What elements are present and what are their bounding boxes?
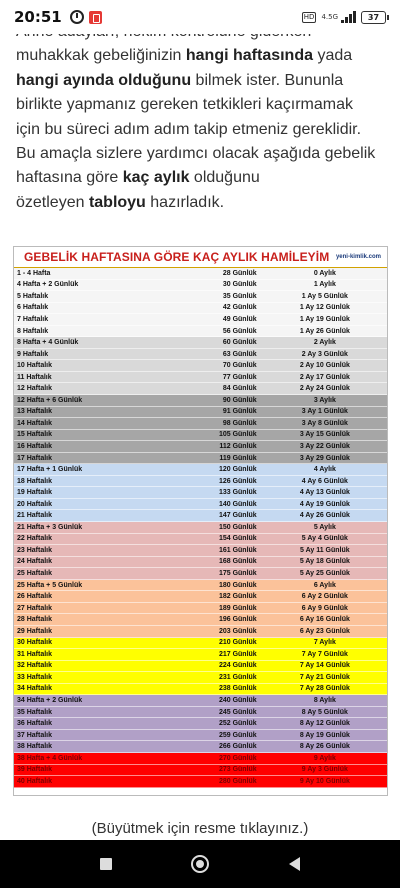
table-row <box>14 395 387 407</box>
months-cell: 6 Ay 2 Günlük <box>301 593 348 601</box>
article-line: hazırladık. <box>145 193 225 211</box>
week-cell: 35 Haftalık <box>17 708 53 716</box>
week-cell: 15 Haftalık <box>17 431 53 439</box>
week-cell: 12 Haftalık <box>17 385 53 393</box>
table-row <box>14 568 387 580</box>
table-row <box>14 291 387 303</box>
table-row <box>14 337 387 349</box>
navigation-bar <box>0 840 400 888</box>
pregnancy-table-image[interactable] <box>13 246 388 796</box>
days-cell: 252 Günlük <box>218 720 257 728</box>
status-time: 20:51 <box>14 8 62 26</box>
days-cell: 91 Günlük <box>222 408 257 416</box>
network-label: 4.5G <box>321 13 338 21</box>
table-row <box>14 453 387 465</box>
table-row <box>14 776 387 788</box>
months-cell: 2 Ay 24 Günlük <box>299 385 350 393</box>
table-row <box>14 591 387 603</box>
week-cell: 29 Haftalık <box>17 627 53 635</box>
months-cell: 4 Aylık <box>313 466 336 474</box>
table-row <box>14 718 387 730</box>
week-cell: 17 Haftalık <box>17 454 53 462</box>
week-cell: 36 Haftalık <box>17 720 53 728</box>
days-cell: 70 Günlük <box>222 362 257 370</box>
table-title: GEBELİK HAFTASINA GÖRE KAÇ AYLIK HAMİLEYİM <box>24 250 330 264</box>
days-cell: 63 Günlük <box>222 350 257 358</box>
status-right-icons <box>302 11 386 24</box>
days-cell: 259 Günlük <box>218 731 257 739</box>
week-cell: 12 Hafta + 6 Günlük <box>17 396 83 404</box>
months-cell: 4 Ay 19 Günlük <box>299 500 350 508</box>
week-cell: 7 Haftalık <box>17 315 49 323</box>
week-cell: 31 Haftalık <box>17 650 53 658</box>
table-header <box>14 247 387 268</box>
days-cell: 161 Günlük <box>218 546 257 554</box>
week-cell: 9 Haftalık <box>17 350 49 358</box>
article-line: muhakkak gebeliğinizin <box>16 47 186 65</box>
days-cell: 245 Günlük <box>218 708 257 716</box>
nav-recents-icon[interactable] <box>100 858 112 870</box>
days-cell: 175 Günlük <box>218 569 257 577</box>
months-cell: 1 Ay 19 Günlük <box>299 315 350 323</box>
week-cell: 40 Haftalık <box>17 777 53 785</box>
table-row <box>14 684 387 696</box>
months-cell: 2 Ay 10 Günlük <box>299 362 350 370</box>
table-row <box>14 753 387 765</box>
table-row <box>14 430 387 442</box>
week-cell: 39 Haftalık <box>17 766 53 774</box>
months-cell: 5 Ay 18 Günlük <box>299 558 350 566</box>
days-cell: 133 Günlük <box>218 489 257 497</box>
table-row <box>14 661 387 673</box>
days-cell: 105 Günlük <box>218 431 257 439</box>
nav-back-icon[interactable] <box>289 857 300 871</box>
week-cell: 27 Haftalık <box>17 604 53 612</box>
days-cell: 180 Günlük <box>218 581 257 589</box>
article-line: Bu amaçla sizlere yardımcı olacak aşağıda gebelik <box>16 145 376 163</box>
week-cell: 11 Haftalık <box>17 373 52 381</box>
article-line: olduğunu <box>189 169 260 187</box>
week-cell: 4 Hafta + 2 Günlük <box>17 281 79 289</box>
months-cell: 8 Ay 26 Günlük <box>299 743 350 751</box>
battery-icon <box>361 11 386 24</box>
week-cell: 25 Haftalık <box>17 569 53 577</box>
nav-home-icon[interactable] <box>191 855 209 873</box>
week-cell: 16 Haftalık <box>17 442 53 450</box>
days-cell: 273 Günlük <box>218 766 257 774</box>
article-line: yada <box>313 47 353 65</box>
table-row <box>14 707 387 719</box>
table-row <box>14 522 387 534</box>
week-cell: 38 Hafta + 4 Günlük <box>17 754 83 762</box>
months-cell: 5 Ay 4 Günlük <box>301 535 348 543</box>
week-cell: 24 Haftalık <box>17 558 53 566</box>
days-cell: 154 Günlük <box>218 535 257 543</box>
table-row <box>14 418 387 430</box>
days-cell: 42 Günlük <box>222 304 257 312</box>
article-line: haftasına göre <box>16 169 123 187</box>
days-cell: 150 Günlük <box>218 523 257 531</box>
week-cell: 22 Haftalık <box>17 535 53 543</box>
months-cell: 4 Ay 13 Günlük <box>299 489 350 497</box>
months-cell: 6 Ay 23 Günlük <box>299 627 350 635</box>
months-cell: 7 Ay 14 Günlük <box>299 662 350 670</box>
article-line: bilmek ister. Bununla <box>191 71 344 89</box>
week-cell: 19 Haftalık <box>17 489 53 497</box>
week-cell: 37 Haftalık <box>17 731 53 739</box>
months-cell: 9 Ay 10 Günlük <box>299 777 350 785</box>
week-cell: 34 Haftalık <box>17 685 53 693</box>
week-cell: 21 Haftalık <box>17 512 53 520</box>
days-cell: 231 Günlük <box>218 673 257 681</box>
article-text <box>16 20 386 215</box>
image-caption: (Büyütmek için resme tıklayınız.) <box>91 820 309 837</box>
months-cell: 7 Ay 28 Günlük <box>299 685 350 693</box>
days-cell: 210 Günlük <box>218 639 257 647</box>
months-cell: 1 Ay 12 Günlük <box>299 304 350 312</box>
days-cell: 196 Günlük <box>218 616 257 624</box>
table-row <box>14 407 387 419</box>
table-row <box>14 314 387 326</box>
table-row <box>14 672 387 684</box>
table-row <box>14 303 387 315</box>
months-cell: 6 Ay 16 Günlük <box>299 616 350 624</box>
battery-level: 37 <box>367 12 380 22</box>
days-cell: 35 Günlük <box>222 292 257 300</box>
week-cell: 26 Haftalık <box>17 593 53 601</box>
days-cell: 56 Günlük <box>222 327 257 335</box>
months-cell: 3 Ay 1 Günlük <box>301 408 348 416</box>
months-cell: 3 Ay 8 Günlük <box>301 419 348 427</box>
table-row <box>14 349 387 361</box>
months-cell: 3 Aylık <box>313 396 336 404</box>
days-cell: 168 Günlük <box>218 558 257 566</box>
week-cell: 5 Haftalık <box>17 292 49 300</box>
week-cell: 8 Hafta + 4 Günlük <box>17 339 79 347</box>
days-cell: 119 Günlük <box>219 454 257 462</box>
days-cell: 126 Günlük <box>218 477 257 485</box>
table-row <box>14 545 387 557</box>
table-row <box>14 280 387 292</box>
months-cell: 7 Aylık <box>313 639 336 647</box>
months-cell: 0 Aylık <box>313 269 336 277</box>
article-line: için bu süreci adım adım takip etmeniz gereklidir. <box>16 120 362 138</box>
months-cell: 5 Ay 25 Günlük <box>299 569 350 577</box>
months-cell: 1 Ay 5 Günlük <box>301 292 348 300</box>
hd-icon: HD <box>303 12 315 21</box>
months-cell: 8 Aylık <box>313 697 336 704</box>
months-cell: 8 Ay 5 Günlük <box>301 708 348 716</box>
table-row <box>14 765 387 777</box>
week-cell: 14 Haftalık <box>17 419 53 427</box>
months-cell: 4 Ay 26 Günlük <box>299 512 350 520</box>
days-cell: 30 Günlük <box>222 281 257 289</box>
months-cell: 5 Aylık <box>313 523 336 531</box>
article-bold: hangi ayında olduğunu <box>16 71 192 89</box>
week-cell: 18 Haftalık <box>17 477 53 485</box>
week-cell: 1 - 4 Hafta <box>17 269 51 277</box>
months-cell: 3 Ay 22 Günlük <box>299 442 350 450</box>
days-cell: 189 Günlük <box>218 604 257 612</box>
months-cell: 9 Aylık <box>313 754 336 762</box>
week-cell: 30 Haftalık <box>17 639 53 647</box>
days-cell: 270 Günlük <box>218 754 257 762</box>
week-cell: 25 Hafta + 5 Günlük <box>17 581 83 589</box>
app-notification-icon <box>89 11 102 24</box>
table-row <box>14 476 387 488</box>
table-row <box>14 614 387 626</box>
table-row <box>14 580 387 592</box>
table-row <box>14 326 387 338</box>
months-cell: 1 Ay 26 Günlük <box>299 327 350 335</box>
week-cell: 13 Haftalık <box>17 408 53 416</box>
days-cell: 224 Günlük <box>218 662 257 670</box>
article-bold: hangi haftasında <box>185 47 313 65</box>
table-row <box>14 649 387 661</box>
week-cell: 32 Haftalık <box>17 662 53 670</box>
article-line: birlikte yapmanız gereken tetkikleri kaçırmamak <box>16 96 354 114</box>
article-bold: kaç aylık <box>122 169 190 187</box>
months-cell: 8 Ay 12 Günlük <box>299 720 350 728</box>
days-cell: 77 Günlük <box>222 373 257 381</box>
table-row <box>14 730 387 742</box>
table-row <box>14 464 387 476</box>
days-cell: 238 Günlük <box>218 685 257 693</box>
table-row <box>14 499 387 511</box>
status-bar <box>0 0 400 34</box>
table-row <box>14 487 387 499</box>
months-cell: 2 Aylık <box>313 339 336 347</box>
months-cell: 6 Aylık <box>313 581 336 589</box>
article-line: özetleyen <box>16 193 89 211</box>
table-row <box>14 638 387 650</box>
table-watermark: yeni-kimlik.com <box>335 254 381 260</box>
table-row <box>14 557 387 569</box>
months-cell: 3 Ay 29 Günlük <box>299 454 350 462</box>
table-row <box>14 510 387 522</box>
months-cell: 1 Aylık <box>313 281 336 289</box>
days-cell: 147 Günlük <box>218 512 257 520</box>
table-row <box>14 268 387 280</box>
days-cell: 112 Günlük <box>219 442 257 450</box>
days-cell: 98 Günlük <box>222 419 257 427</box>
days-cell: 60 Günlük <box>222 339 257 347</box>
table-row <box>14 626 387 638</box>
week-cell: 38 Haftalık <box>17 743 53 751</box>
table-row <box>14 534 387 546</box>
days-cell: 49 Günlük <box>222 315 257 323</box>
week-cell: 33 Haftalık <box>17 673 53 681</box>
status-left-icons <box>70 10 102 24</box>
days-cell: 182 Günlük <box>218 593 257 601</box>
table-row <box>14 441 387 453</box>
week-cell: 21 Hafta + 3 Günlük <box>17 523 83 531</box>
days-cell: 84 Günlük <box>222 385 257 393</box>
months-cell: 2 Ay 3 Günlük <box>301 350 348 358</box>
days-cell: 120 Günlük <box>218 466 257 474</box>
days-cell: 280 Günlük <box>218 777 257 785</box>
months-cell: 5 Ay 11 Günlük <box>300 546 350 554</box>
table-row <box>14 372 387 384</box>
table-rows <box>14 268 387 788</box>
week-cell: 23 Haftalık <box>17 546 53 554</box>
table-row <box>14 383 387 395</box>
days-cell: 140 Günlük <box>218 500 257 508</box>
article-bold: tabloyu <box>88 193 146 211</box>
months-cell: 3 Ay 15 Günlük <box>299 431 350 439</box>
days-cell: 203 Günlük <box>218 627 257 635</box>
table-row <box>14 603 387 615</box>
months-cell: 2 Ay 17 Günlük <box>299 373 350 381</box>
week-cell: 34 Hafta + 2 Günlük <box>17 697 83 704</box>
months-cell: 7 Ay 7 Günlük <box>301 650 348 658</box>
week-cell: 6 Haftalık <box>17 304 49 312</box>
days-cell: 266 Günlük <box>218 743 257 751</box>
months-cell: 6 Ay 9 Günlük <box>301 604 348 612</box>
alarm-icon <box>70 10 84 24</box>
days-cell: 240 Günlük <box>218 697 257 704</box>
table-row <box>14 360 387 372</box>
week-cell: 17 Hafta + 1 Günlük <box>17 466 83 474</box>
months-cell: 7 Ay 21 Günlük <box>299 673 350 681</box>
months-cell: 9 Ay 3 Günlük <box>301 766 348 774</box>
months-cell: 8 Ay 19 Günlük <box>299 731 350 739</box>
week-cell: 8 Haftalık <box>17 327 49 335</box>
article-paragraph <box>16 20 386 215</box>
week-cell: 20 Haftalık <box>17 500 53 508</box>
week-cell: 28 Haftalık <box>17 616 53 624</box>
table-row <box>14 741 387 753</box>
days-cell: 90 Günlük <box>222 396 257 404</box>
table-row <box>14 695 387 707</box>
days-cell: 217 Günlük <box>218 650 257 658</box>
week-cell: 10 Haftalık <box>17 362 53 370</box>
signal-icon <box>341 11 356 23</box>
months-cell: 4 Ay 6 Günlük <box>301 477 348 485</box>
days-cell: 28 Günlük <box>222 269 257 277</box>
